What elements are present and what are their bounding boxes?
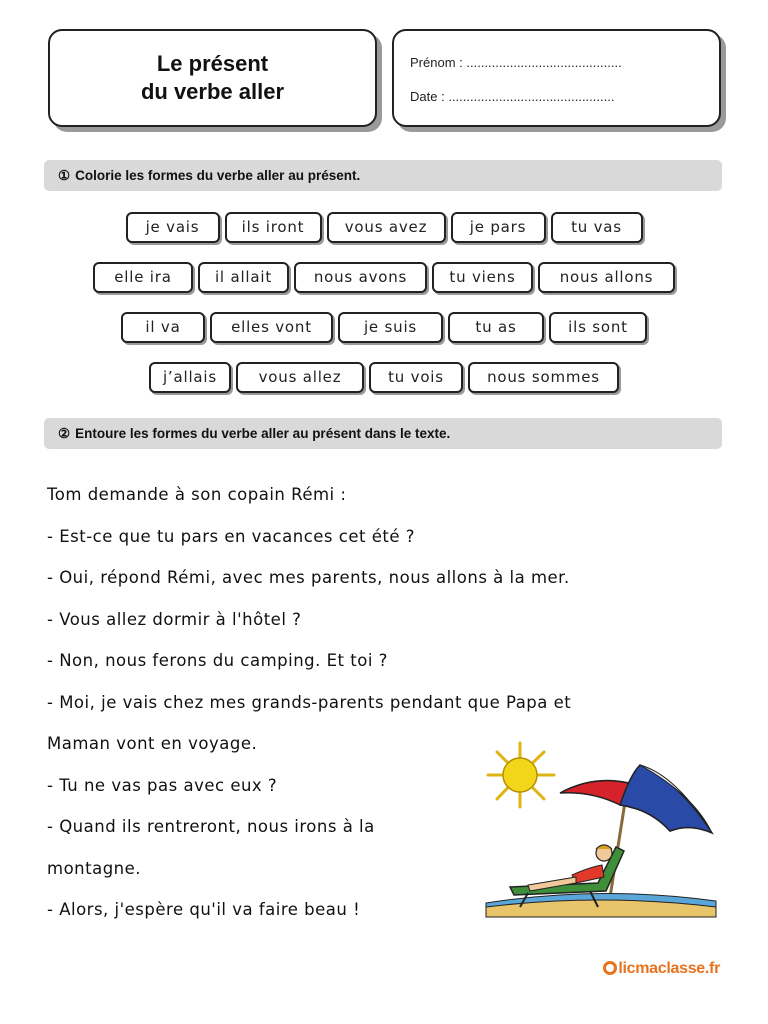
verb-forms-row — [0, 312, 768, 343]
verb-forms-row — [0, 212, 768, 243]
site-logo-text: licmaclasse.fr — [618, 960, 720, 977]
verb-forms-row — [0, 262, 768, 293]
dialogue-line: - Non, nous ferons du camping. Et toi ? — [47, 651, 388, 670]
firstname-field[interactable] — [410, 55, 622, 70]
student-info-box — [392, 29, 721, 127]
verb-form-chip[interactable]: j’allais — [149, 362, 231, 393]
dialogue-line: - Quand ils rentreront, nous irons à la — [47, 817, 375, 836]
verb-form-chip[interactable]: vous allez — [236, 362, 364, 393]
verb-form-chip[interactable]: elles vont — [210, 312, 333, 343]
dialogue-line: - Est-ce que tu pars en vacances cet été ? — [47, 526, 415, 546]
verb-form-chip[interactable]: tu as — [448, 312, 544, 343]
page-title-line2: du verbe aller — [140, 79, 285, 104]
date-dots: .............................................. — [448, 89, 615, 104]
verb-form-chip[interactable]: il allait — [198, 262, 289, 293]
verb-form-chip[interactable]: il va — [121, 312, 205, 343]
verb-form-chip[interactable]: tu vois — [369, 362, 463, 393]
verb-form-chip[interactable]: tu viens — [432, 262, 533, 293]
verb-form-chip[interactable]: ils iront — [225, 212, 322, 243]
dialogue-line: - Moi, je vais chez mes grands-parents pendant que Papa et — [47, 692, 572, 712]
verb-form-chip[interactable]: je vais — [126, 212, 220, 243]
verb-form-chip[interactable]: nous avons — [294, 262, 427, 293]
verb-form-chip[interactable]: je suis — [338, 312, 443, 343]
sun-icon — [488, 743, 554, 807]
dialogue-line: - Alors, j'espère qu'il va faire beau ! — [47, 900, 361, 919]
exercise2-number: ② — [58, 426, 71, 441]
date-label: Date : — [410, 89, 445, 104]
beach-umbrella-sun-illustration — [480, 735, 720, 925]
site-logo[interactable] — [603, 960, 720, 978]
title-box — [48, 29, 377, 127]
dialogue-line: Maman vont en voyage. — [47, 734, 258, 753]
logo-c-icon — [603, 961, 617, 975]
dialogue-line: - Oui, répond Rémi, avec mes parents, nous allons à la mer. — [47, 568, 570, 587]
verb-forms-row — [0, 362, 768, 393]
verb-form-chip[interactable]: nous allons — [538, 262, 675, 293]
exercise1-instruction-bar — [44, 160, 722, 191]
exercise1-instruction: Colorie les formes du verbe aller au présent. — [75, 168, 361, 183]
verb-form-chip[interactable]: ils sont — [549, 312, 647, 343]
page-title-line1: Le présent — [156, 51, 269, 76]
verb-form-chip[interactable]: vous avez — [327, 212, 446, 243]
exercise1-number: ① — [58, 168, 71, 183]
dialogue-line: montagne. — [47, 858, 142, 878]
dialogue-line: - Vous allez dormir à l'hôtel ? — [47, 609, 302, 629]
verb-form-chip[interactable]: elle ira — [93, 262, 193, 293]
dialogue-line: - Tu ne vas pas avec eux ? — [47, 775, 278, 795]
date-field[interactable] — [410, 89, 614, 104]
dialogue-line: Tom demande à son copain Rémi : — [47, 485, 347, 504]
firstname-dots: ........................................... — [466, 55, 622, 70]
verb-form-chip[interactable]: nous sommes — [468, 362, 619, 393]
exercise2-instruction: Entoure les formes du verbe aller au présent dans le texte. — [75, 426, 451, 441]
verb-form-chip[interactable]: tu vas — [551, 212, 643, 243]
exercise2-instruction-bar — [44, 418, 722, 449]
verb-form-chip[interactable]: je pars — [451, 212, 546, 243]
firstname-label: Prénom : — [410, 55, 463, 70]
